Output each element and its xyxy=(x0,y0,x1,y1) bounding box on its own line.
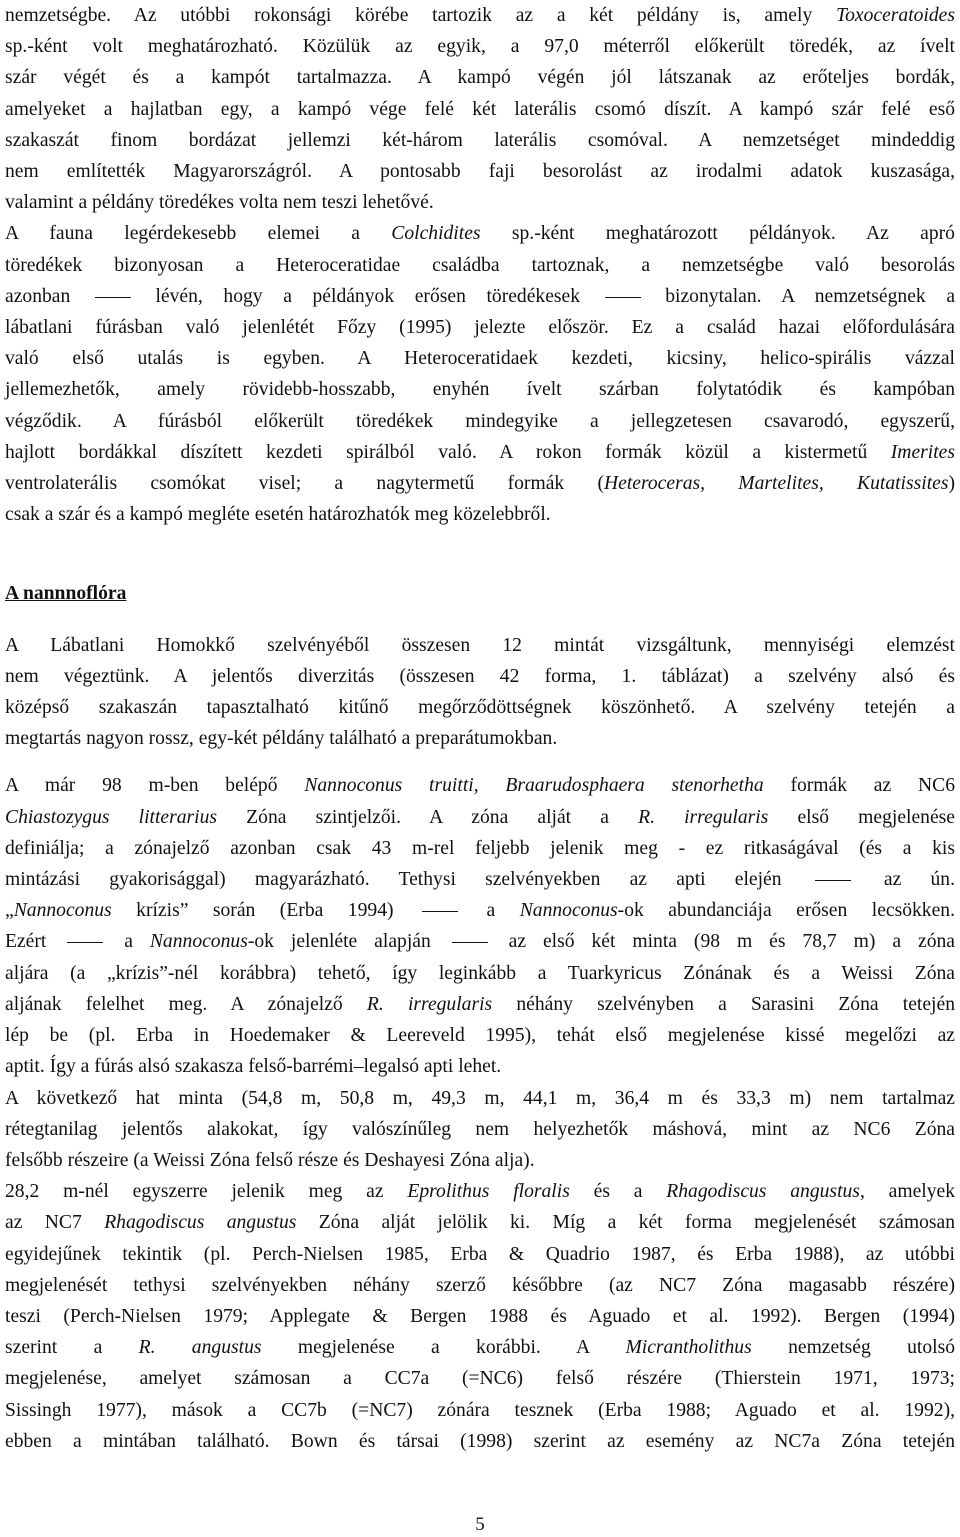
text-run: egyidejűnek tekintik (pl. Perch-Nielsen 1985, Erba & Quadrio 1987, és Erba 1988), az utóbbi xyxy=(5,1243,955,1265)
text-run: bizonytalan. A nemzetségnek a xyxy=(644,285,956,307)
section-heading: A nannnoflóra xyxy=(5,583,127,605)
italic-taxon: Chiastozygus litterarius xyxy=(5,806,218,828)
text-line xyxy=(5,692,955,723)
text-run: felsőbb részeire (a Weissi Zóna felső része és Deshayesi Zóna alja). xyxy=(5,1149,535,1171)
text-line xyxy=(5,1270,955,1301)
heading-gap xyxy=(5,610,955,630)
text-line xyxy=(5,499,955,530)
text-line xyxy=(5,661,955,692)
text-line xyxy=(5,187,955,218)
text-run: szakaszát finom bordázat jellemzi két-három laterális csomóval. A nemzetséget mindeddig xyxy=(5,129,955,151)
italic-taxon: Imerites xyxy=(890,441,955,463)
text-run: töredékek bizonyosan a Heteroceratidae családba tartoznak, a nemzetségbe való besorolás xyxy=(5,254,955,276)
text-run: szár végét és a kampót tartalmazza. A kampó végén jól látszanak az erőteljes bordák, xyxy=(5,67,955,89)
text-run: , xyxy=(473,775,506,797)
text-line xyxy=(5,989,955,1020)
text-run: az NC7 xyxy=(5,1212,105,1234)
text-line xyxy=(5,1020,955,1051)
paragraph-nannoflora-intro xyxy=(5,630,955,755)
text-line xyxy=(5,125,955,156)
text-run: való első utalás is egyben. A Heteroceratidaek kezdeti, kicsiny, helico-spirális vázzal xyxy=(5,348,955,370)
text-run: definiálja; a zónajelző azonban csak 43 m-rel feljebb jelenik meg - ez ritkaságával (és a kis xyxy=(5,837,955,859)
text-run: rétegtanilag jelentős alakokat, így valószínűleg nem helyezhetők máshová, mint az NC6 Zóna xyxy=(5,1118,955,1140)
text-line xyxy=(5,864,955,895)
text-run: Ezért xyxy=(5,931,64,953)
italic-taxon: Toxoceratoides xyxy=(835,5,955,26)
text-line xyxy=(5,1363,955,1394)
text-line xyxy=(5,833,955,864)
text-run: ebben a mintában található. Bown és társai (1998) szerint az esemény az NC7a Zóna tetején xyxy=(5,1430,955,1452)
text-line xyxy=(5,218,955,249)
text-run: A Lábatlani Homokkő szelvényéből összesen 12 mintát vizsgáltunk, mennyiségi elemzést xyxy=(5,634,955,656)
text-line xyxy=(5,281,955,312)
text-run: ventrolaterális csomókat visel; a nagytermetű formák ( xyxy=(5,473,604,495)
text-run: Zóna alját jelölik ki. Míg a két forma megjelenését számosan xyxy=(296,1212,955,1234)
text-run: megtartás nagyon rossz, egy-két példány található a preparátumokban. xyxy=(5,728,558,750)
text-run: 28,2 m-nél egyszerre jelenik meg az xyxy=(5,1181,408,1203)
section-gap xyxy=(5,530,955,578)
text-run: -ok jelenléte alapján xyxy=(247,931,448,953)
text-run: amelyeket a hajlatban egy, a kampó vége felé két laterális csomó díszít. A kampó szár felé eső xyxy=(5,98,955,120)
text-run: A fauna legérdekesebb elemei a xyxy=(5,223,392,245)
text-line xyxy=(5,630,955,661)
italic-taxon: Braarudosphaera stenorhetha xyxy=(505,775,764,797)
paragraph-gap xyxy=(5,754,955,770)
text-line xyxy=(5,468,955,499)
text-line xyxy=(5,374,955,405)
text-line xyxy=(5,895,955,926)
em-dash xyxy=(422,911,458,912)
text-line xyxy=(5,1051,955,1082)
text-run: jellemezhetők, amely rövidebb-hosszabb, enyhén ívelt szárban folytatódik és kampóban xyxy=(5,379,955,401)
text-run: aljára (a „krízis”-nél korábbra) tehető, így leginkább a Tuarkyricus Zónának és a Weissi Zóna xyxy=(5,962,955,984)
text-run: az első két minta (98 m és 78,7 m) a zóna xyxy=(491,931,955,953)
em-dash xyxy=(452,942,488,943)
text-line xyxy=(5,1114,955,1145)
text-line xyxy=(5,1301,955,1332)
text-run: lábatlani fúrásban való jelenlétét Főzy (1995) jelezte először. Ez a család hazai előfordulására xyxy=(5,317,955,339)
text-run: sp.-ként volt meghatározható. Közülük az egyik, a 97,0 méterről előkerült töredék, az ívelt xyxy=(5,36,955,58)
text-line xyxy=(5,723,955,754)
text-line xyxy=(5,31,955,62)
text-line xyxy=(5,1176,955,1207)
text-line xyxy=(5,312,955,343)
italic-taxon: Nannoconus xyxy=(13,900,112,922)
text-line xyxy=(5,926,955,957)
em-dash xyxy=(95,297,131,298)
text-line xyxy=(5,437,955,468)
text-run: A következő hat minta (54,8 m, 50,8 m, 49,3 m, 44,1 m, 36,4 m és 33,3 m) nem tartalmaz xyxy=(5,1087,955,1109)
text-run: mintázási gyakorisággal) magyarázható. Tethysi szelvényekben az apti elején xyxy=(5,869,811,891)
text-run: első megjelenése xyxy=(768,806,955,828)
text-run: a xyxy=(462,900,520,922)
text-run: sp.-ként meghatározott példányok. Az apró xyxy=(480,223,955,245)
text-run: megjelenését tethysi szelvényekben néhány szerző későbbre (az NC7 Zóna magasabb részére) xyxy=(5,1274,955,1296)
text-run: megjelenése, amelyet számosan a CC7a (=NC6) felső részére (Thierstein 1971, 1973; xyxy=(5,1368,955,1390)
italic-taxon: Nannoconus xyxy=(519,900,618,922)
text-run: megjelenése a korábbi. A xyxy=(261,1337,626,1359)
em-dash xyxy=(605,297,641,298)
text-line xyxy=(5,802,955,833)
text-run: szerint a xyxy=(5,1337,139,1359)
italic-taxon: R. angustus xyxy=(138,1337,262,1359)
italic-taxon: Heteroceras, Martelites, Kutatissites xyxy=(604,473,949,495)
text-run: és a xyxy=(569,1181,667,1203)
em-dash xyxy=(67,942,103,943)
text-line xyxy=(5,250,955,281)
italic-taxon: Colchidites xyxy=(391,223,481,245)
italic-taxon: Rhagodiscus angustus xyxy=(104,1212,297,1234)
italic-taxon: R. irregularis xyxy=(366,993,493,1015)
text-line xyxy=(5,406,955,437)
page-number: 5 xyxy=(475,1514,485,1535)
italic-taxon: Rhagodiscus angustus xyxy=(666,1181,860,1203)
text-run: hajlott bordákkal díszített kezdeti spirálból való. A rokon formák közül a kistermetű xyxy=(5,441,891,463)
text-line xyxy=(5,1083,955,1114)
text-run: „ xyxy=(5,900,14,922)
text-run: A már 98 m-ben belépő xyxy=(5,775,305,797)
text-run: lévén, hogy a példányok erősen töredékesek xyxy=(134,285,601,307)
text-run: , amelyek xyxy=(859,1181,956,1203)
text-run: teszi (Perch-Nielsen 1979; Applegate & Bergen 1988 és Aguado et al. 1992). Bergen (1994) xyxy=(5,1305,955,1327)
text-run: ) xyxy=(948,473,955,495)
text-run: Zóna szintjelzői. A zóna alját a xyxy=(217,806,639,828)
text-run: formák az NC6 xyxy=(763,775,955,797)
text-run: csak a szár és a kampó megléte esetén határozhatók meg közelebbről. xyxy=(5,504,551,526)
text-line xyxy=(5,343,955,374)
italic-taxon: Nannoconus xyxy=(149,931,248,953)
text-line xyxy=(5,1395,955,1426)
text-line xyxy=(5,62,955,93)
text-line xyxy=(5,156,955,187)
em-dash xyxy=(815,880,851,881)
text-line xyxy=(5,1426,955,1457)
page-body xyxy=(5,0,955,1457)
text-line xyxy=(5,958,955,989)
text-run: krízis” során (Erba 1994) xyxy=(111,900,419,922)
paragraph-nannoflora-zones xyxy=(5,770,955,1456)
italic-taxon: Micrantholithus xyxy=(625,1337,752,1359)
text-run: azonban xyxy=(5,285,91,307)
text-run: végződik. A fúrásból előkerült töredékek mindegyike a jellegzetesen csavarodó, egyszerű, xyxy=(5,410,955,432)
text-run: a xyxy=(107,931,150,953)
text-run: az ún. xyxy=(854,869,955,891)
text-run: valamint a példány töredékes volta nem teszi lehetővé. xyxy=(5,192,434,214)
text-run: aljának felelhet meg. A zónajelző xyxy=(5,993,367,1015)
text-run: középső szakaszán tapasztalható kitűnő megőrződöttségnek köszönhető. A szelvény tetején a xyxy=(5,697,955,719)
italic-taxon: R. irregularis xyxy=(638,806,769,828)
text-run: nemzetségbe. Az utóbbi rokonsági körébe tartozik az a két példány is, amely xyxy=(5,5,836,26)
italic-taxon: Eprolithus floralis xyxy=(407,1181,570,1203)
text-line xyxy=(5,1145,955,1176)
text-run: Sissingh 1977), mások a CC7b (=NC7) zónára tesznek (Erba 1988; Aguado et al. 1992), xyxy=(5,1399,955,1421)
paragraph-ammonite-fauna xyxy=(5,0,955,530)
text-line xyxy=(5,1239,955,1270)
italic-taxon: Nannoconus truitti xyxy=(304,775,474,797)
text-run: nem végeztünk. A jelentős diverzitás (összesen 42 forma, 1. táblázat) a szelvény alsó és xyxy=(5,665,955,687)
text-run: nemzetség utolsó xyxy=(751,1337,955,1359)
text-run: néhány szelvényben a Sarasini Zóna tetején xyxy=(492,993,955,1015)
text-line xyxy=(5,1207,955,1238)
text-run: aptit. Így a fúrás alsó szakasza felső-barrémi–legalsó apti lehet. xyxy=(5,1056,502,1078)
text-run: -ok abundanciája erősen lecsökken. xyxy=(617,900,955,922)
text-line xyxy=(5,0,955,31)
text-line xyxy=(5,94,955,125)
text-line xyxy=(5,1332,955,1363)
text-run: lép be (pl. Erba in Hoedemaker & Leereveld 1995), tehát első megjelenése kissé megelőzi az xyxy=(5,1025,955,1047)
text-run: nem említették Magyarországról. A pontosabb faji besorolást az irodalmi adatok kuszasága, xyxy=(5,161,955,183)
text-line xyxy=(5,770,955,801)
